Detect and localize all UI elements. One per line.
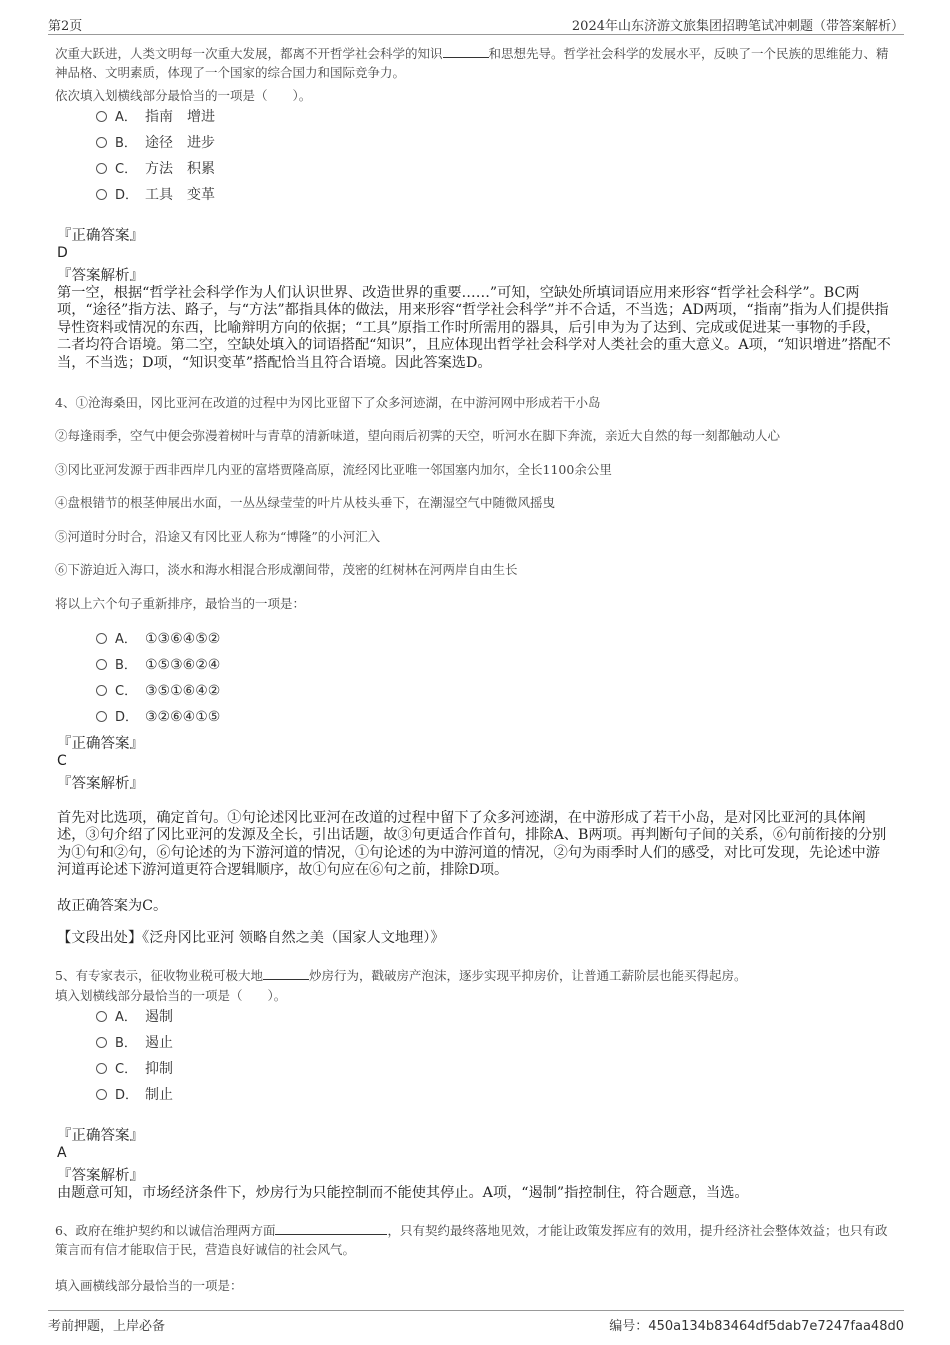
q3-stem-part1: 次重大跃进，人类文明每一次重大发展，都离不开哲学社会科学的知识	[55, 46, 443, 61]
q4-sentence-3: ③冈比亚河发源于西非西岸几内亚的富塔贾隆高原，流经冈比亚唯一邻国塞内加尔，全长1100余公里	[55, 462, 612, 477]
q3-stem-part2: 和思想先导。哲学社会科学的发展水平，反映了一个民族的思维能力、精神品格、文明素质，体现了一个国家的综合国力和国际竞争力。	[55, 46, 889, 80]
q3-option-b[interactable]: B． 途径 进步	[96, 132, 215, 154]
document-code-value: 450a134b83464df5dab7e7247faa48d0	[648, 1319, 904, 1334]
q5-blank	[263, 967, 309, 980]
q3-analysis-label: 『答案解析』	[57, 268, 144, 284]
q5-answer-value: A	[57, 1145, 67, 1161]
q4-answer-label: 『正确答案』	[57, 736, 144, 752]
q5-answer-label: 『正确答案』	[57, 1128, 144, 1144]
radio-icon[interactable]	[96, 659, 107, 670]
q4-sentence-4: ④盘根错节的根茎伸展出水面，一丛丛绿莹莹的叶片从枝头垂下，在潮湿空气中随微风摇曳	[55, 495, 556, 510]
q5-stem-part1: 5、有专家表示，征收物业税可极大地	[55, 968, 263, 983]
radio-icon[interactable]	[96, 711, 107, 722]
q5-analysis-label: 『答案解析』	[57, 1168, 144, 1184]
q5-analysis: 由题意可知，市场经济条件下，炒房行为只能控制而不能使其停止。A项，“遏制”指控制住，符合题意，当选。	[57, 1185, 749, 1201]
q4-answer-value: C	[57, 753, 67, 769]
document-code-label: 编号：	[609, 1319, 649, 1334]
q4-sentence-5: ⑤河道时分时合，沿途又有冈比亚人称为“博隆”的小河汇入	[55, 529, 381, 544]
q3-stem	[55, 44, 890, 82]
q3-option-a[interactable]: A． 指南 增进	[96, 106, 215, 128]
q3-answer-value: D	[57, 245, 68, 261]
radio-icon[interactable]	[96, 685, 107, 696]
page-header	[48, 12, 904, 35]
radio-icon[interactable]	[96, 189, 107, 200]
q5-stem-part2: 炒房行为，戳破房产泡沫，逐步实现平抑房价，让普通工薪阶层也能买得起房。	[308, 968, 747, 983]
q6-blank	[275, 1222, 387, 1235]
q5-stem	[55, 966, 890, 985]
q3-analysis: 第一空，根据“哲学社会科学作为人们认识世界、改造世界的重要……”可知，空缺处所填词语应用来形容“哲学社会科学”。BC两项，“途径”指方法、路子，与“方法”都指具体的做法，用来形容“哲学社会科学”并不合适，不当选；AD两项，“指南”指为人们提供指导性资料或情况的东西，比喻辩明方向的依据；“工具”原指工作时所需用的器具，后引申为为了达到、完成或促进某一事物的手段，二者均符合语境。第二空，空缺处填入的词语搭配“知识”，且应体现出哲学社会科学对人类社会的重大意义。A项，“知识增进”搭配不当，不当选；D项，“知识变革”搭配恰当且符合语境。因此答案选D。	[57, 285, 891, 371]
q4-sentence-6: ⑥下游迫近入海口，淡水和海水相混合形成潮间带，茂密的红树林在河两岸自由生长	[55, 562, 518, 577]
radio-icon[interactable]	[96, 1037, 107, 1048]
q5-option-d[interactable]: D． 制止	[96, 1084, 173, 1106]
radio-icon[interactable]	[96, 163, 107, 174]
q4-prompt: 将以上六个句子重新排序，最恰当的一项是：	[55, 596, 306, 611]
q3-blank	[443, 45, 489, 58]
page-footer	[48, 1310, 904, 1335]
q4-analysis-label: 『答案解析』	[57, 776, 144, 792]
footer-slogan: 考前押题，上岸必备	[48, 1319, 166, 1334]
radio-icon[interactable]	[96, 111, 107, 122]
q3-prompt: 依次填入划横线部分最恰当的一项是（ ）。	[55, 88, 312, 103]
radio-icon[interactable]	[96, 1063, 107, 1074]
q5-option-b[interactable]: B． 遏止	[96, 1032, 173, 1054]
q5-option-a[interactable]: A． 遏制	[96, 1006, 173, 1028]
q3-option-c[interactable]: C． 方法 积累	[96, 158, 215, 180]
radio-icon[interactable]	[96, 137, 107, 148]
q4-option-c[interactable]: C． ③⑤①⑥④②	[96, 680, 220, 702]
q6-stem-part1: 6、政府在维护契约和以诚信治理两方面	[55, 1223, 276, 1238]
radio-icon[interactable]	[96, 1089, 107, 1100]
radio-icon[interactable]	[96, 633, 107, 644]
q5-prompt: 填入划横线部分最恰当的一项是（ ）。	[55, 988, 287, 1003]
q5-option-c[interactable]: C． 抑制	[96, 1058, 173, 1080]
q3-answer-label: 『正确答案』	[57, 228, 144, 244]
q4-option-d[interactable]: D． ③②⑥④①⑤	[96, 706, 220, 728]
q6-stem-part2: ，只有契约最终落地见效，才能让政策发挥应有的效用，提升经济社会整体效益；也只有政策言而有信才能取信于民，营造良好诚信的社会风气。	[55, 1223, 888, 1257]
q6-prompt: 填入画横线部分最恰当的一项是：	[55, 1278, 243, 1293]
q4-analysis: 首先对比选项，确定首句。①句论述冈比亚河在改道的过程中留下了众多河迹湖，在中游形成了若干小岛，是对冈比亚河的具体阐述，③句介绍了冈比亚河的发源及全长，引出话题，故③句更适合作首句，排除A、B两项。再判断句子间的关系，⑥句前衔接的分别为①句和②句，⑥句论述的为下游河道的情况，①句论述的为中游河道的情况，②句为雨季时人们的感受，对比可发现，先论述中游河道再论述下游河道更符合逻辑顺序，故①句应在⑥句之前，排除D项。	[57, 810, 887, 879]
q4-conclusion: 故正确答案为C。	[57, 898, 168, 914]
q6-stem	[55, 1221, 890, 1259]
radio-icon[interactable]	[96, 1011, 107, 1022]
q3-option-d[interactable]: D． 工具 变革	[96, 184, 215, 206]
q4-option-b[interactable]: B． ①⑤③⑥②④	[96, 654, 220, 676]
q4-option-a[interactable]: A． ①③⑥④⑤②	[96, 628, 220, 650]
q4-sentence-2: ②每逢雨季，空气中便会弥漫着树叶与青草的清新味道，望向雨后初霁的天空，听河水在脚下奔流，亲近大自然的每一刻都触动人心	[55, 428, 781, 443]
document-code	[609, 1315, 904, 1334]
q4-sentence-1: 4、①沧海桑田，冈比亚河在改道的过程中为冈比亚留下了众多河迹湖，在中游河网中形成若干小岛	[55, 395, 601, 410]
page-number: 第2页	[48, 19, 83, 34]
q4-source: 【文段出处】《泛舟冈比亚河 领略自然之美（国家人文地理）》	[57, 930, 445, 946]
document-title: 2024年山东济游文旅集团招聘笔试冲刺题（带答案解析）	[571, 19, 904, 34]
